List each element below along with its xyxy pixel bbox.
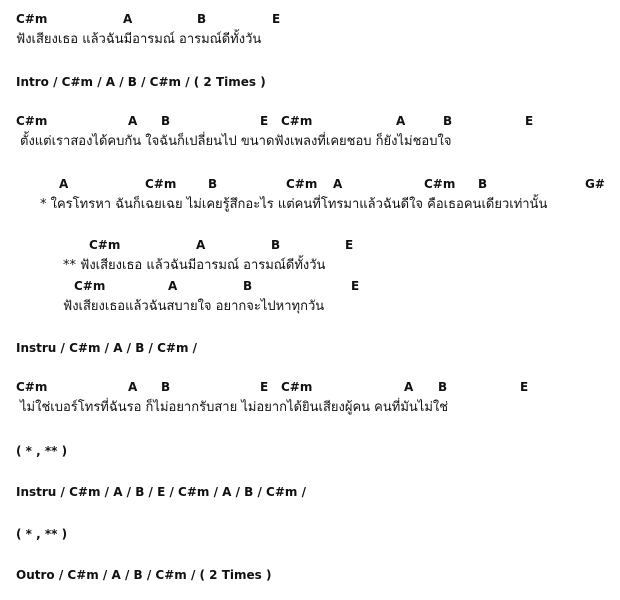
chord: B — [197, 12, 207, 26]
chord: C#m — [424, 177, 456, 191]
chord: C#m — [281, 380, 313, 394]
chord: B — [161, 380, 171, 394]
chord: C#m — [286, 177, 318, 191]
chord: A — [59, 177, 69, 191]
intro-line: Intro / C#m / A / B / C#m / ( 2 Times ) — [16, 75, 266, 89]
chord: A — [333, 177, 343, 191]
chord: E — [272, 12, 281, 26]
chord: E — [525, 114, 534, 128]
chord: B — [443, 114, 453, 128]
lyric-line: ไม่ใช่เบอร์โทรที่ฉันรอ ก็ไม่อยากรับสาย ไม่อยากได้ยินเสียงผู้คน คนที่มันไม่ใช่ — [20, 400, 449, 415]
chord: E — [260, 380, 269, 394]
chord: B — [478, 177, 488, 191]
lyric-line: * ใครโทรหา ฉันก็เฉยเฉย ไม่เคยรู้สึกอะไร แต่คนที่โทรมาแล้วฉันดีใจ คือเธอคนเดียวเท่านั้น — [40, 197, 548, 212]
chord: G# — [585, 177, 605, 191]
chord: E — [345, 238, 354, 252]
chord: A — [123, 12, 133, 26]
chord: B — [243, 279, 253, 293]
repeat-line: ( * , ** ) — [16, 527, 68, 541]
chord: B — [161, 114, 171, 128]
chord: C#m — [16, 114, 48, 128]
chord: A — [168, 279, 178, 293]
chord: B — [271, 238, 281, 252]
chord: B — [438, 380, 448, 394]
outro-line: Outro / C#m / A / B / C#m / ( 2 Times ) — [16, 568, 272, 582]
chord: C#m — [16, 12, 48, 26]
chord: C#m — [281, 114, 313, 128]
chord: A — [196, 238, 206, 252]
chord: C#m — [145, 177, 177, 191]
chord: B — [208, 177, 218, 191]
chord: A — [404, 380, 414, 394]
lyric-line: ตั้งแต่เราสองได้คบกัน ใจฉันก็เปลี่ยนไป ขนาดฟังเพลงที่เคยชอบ ก็ยังไม่ชอบใจ — [20, 134, 452, 149]
repeat-line: ( * , ** ) — [16, 444, 68, 458]
instru-line: Instru / C#m / A / B / C#m / — [16, 341, 198, 355]
chord: A — [128, 380, 138, 394]
chord: A — [396, 114, 406, 128]
chord: E — [520, 380, 529, 394]
chord: A — [128, 114, 138, 128]
chord: C#m — [89, 238, 121, 252]
chord: C#m — [16, 380, 48, 394]
chord: E — [260, 114, 269, 128]
lyric-line: ฟังเสียงเธอ แล้วฉันมีอารมณ์ อารมณ์ดีทั้งวัน — [16, 32, 262, 47]
lyric-line: ** ฟังเสียงเธอ แล้วฉันมีอารมณ์ อารมณ์ดีทั้งวัน — [63, 258, 326, 273]
chord: C#m — [74, 279, 106, 293]
instru-line: Instru / C#m / A / B / E / C#m / A / B / C#m / — [16, 485, 306, 499]
chord: E — [351, 279, 360, 293]
lyric-line: ฟังเสียงเธอแล้วฉันสบายใจ อยากจะไปหาทุกวัน — [63, 299, 325, 314]
